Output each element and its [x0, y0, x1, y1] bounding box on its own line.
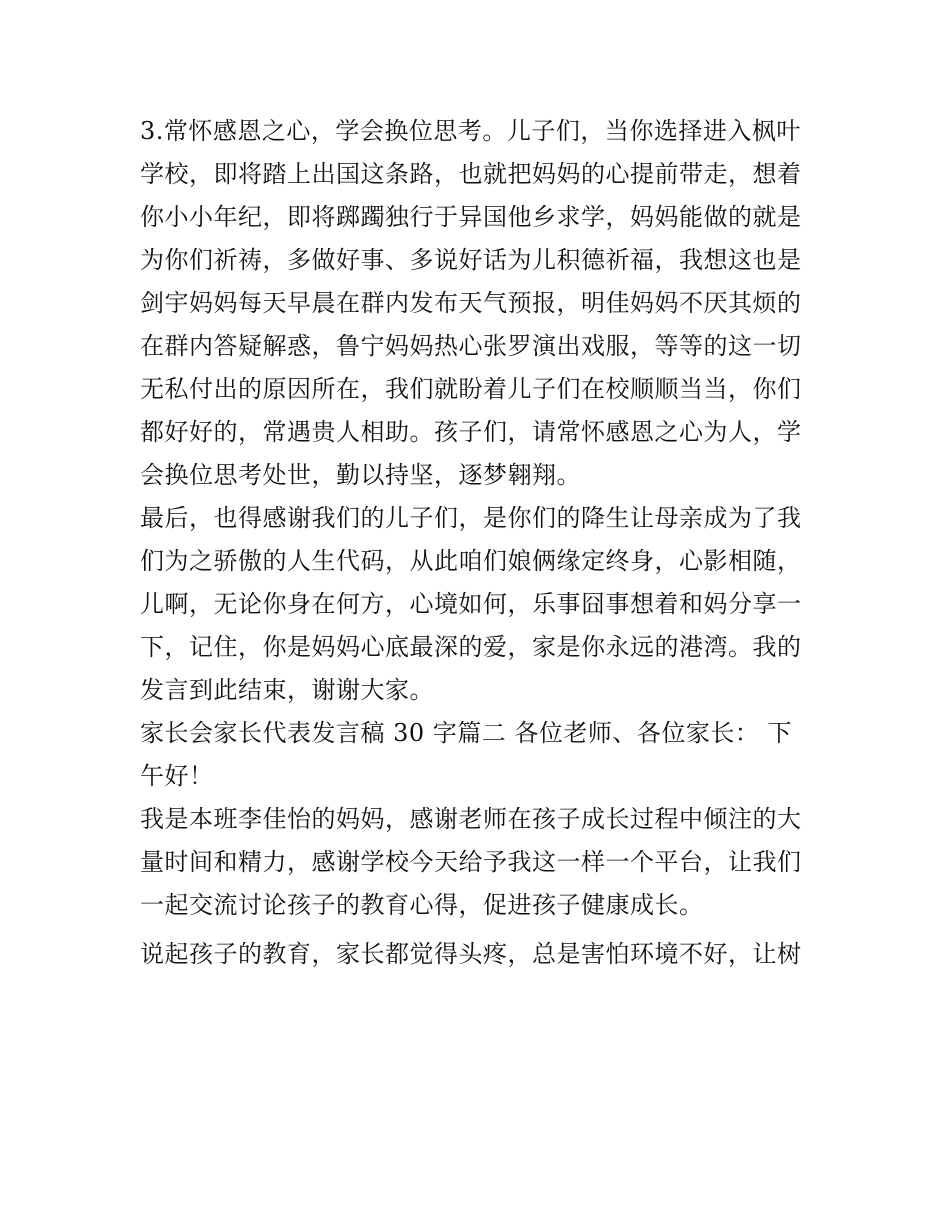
paragraph-education: 说起孩子的教育，家长都觉得头疼，总是害怕环境不好，让树	[140, 940, 802, 968]
paragraph-heading-part-two: 家长会家长代表发言稿 30 字篇二 各位老师、各位家长： 下午好！	[140, 719, 793, 790]
paragraph-introduction: 我是本班李佳怡的妈妈，感谢老师在孩子成长过程中倾注的大量时间和精力，感谢学校今天给予我这一样一个平台，让我们一起交流讨论孩子的教育心得，促进孩子健康成长。	[140, 805, 802, 919]
document-body	[140, 110, 815, 976]
paragraph-gratitude: 3.常怀感恩之心，学会换位思考。儿子们，当你选择进入枫叶学校，即将踏上出国这条路，也就把妈妈的心提前带走，想着你小小年纪，即将踯躅独行于异国他乡求学，妈妈能做的就是为你们祈祷，多做好事、多说好话为儿积德祈福，我想这也是剑宇妈妈每天早晨在群内发布天气预报，明佳妈妈不厌其烦的在群内答疑解惑，鲁宁妈妈热心张罗演出戏服，等等的这一切无私付出的原因所在，我们就盼着儿子们在校顺顺当当，你们都好好的，常遇贵人相助。孩子们，请常怀感恩之心为人，学会换位思考处世，勤以持坚，逐梦翱翔。	[140, 117, 802, 489]
paragraph-closing: 最后，也得感谢我们的儿子们，是你们的降生让母亲成为了我们为之骄傲的人生代码，从此咱们娘俩缘定终身，心影相随，儿啊，无论你身在何方，心境如何，乐事囧事想着和妈分享一下，记住，你是妈妈心底最深的爱，家是你永远的港湾。我的发言到此结束，谢谢大家。	[140, 504, 802, 704]
